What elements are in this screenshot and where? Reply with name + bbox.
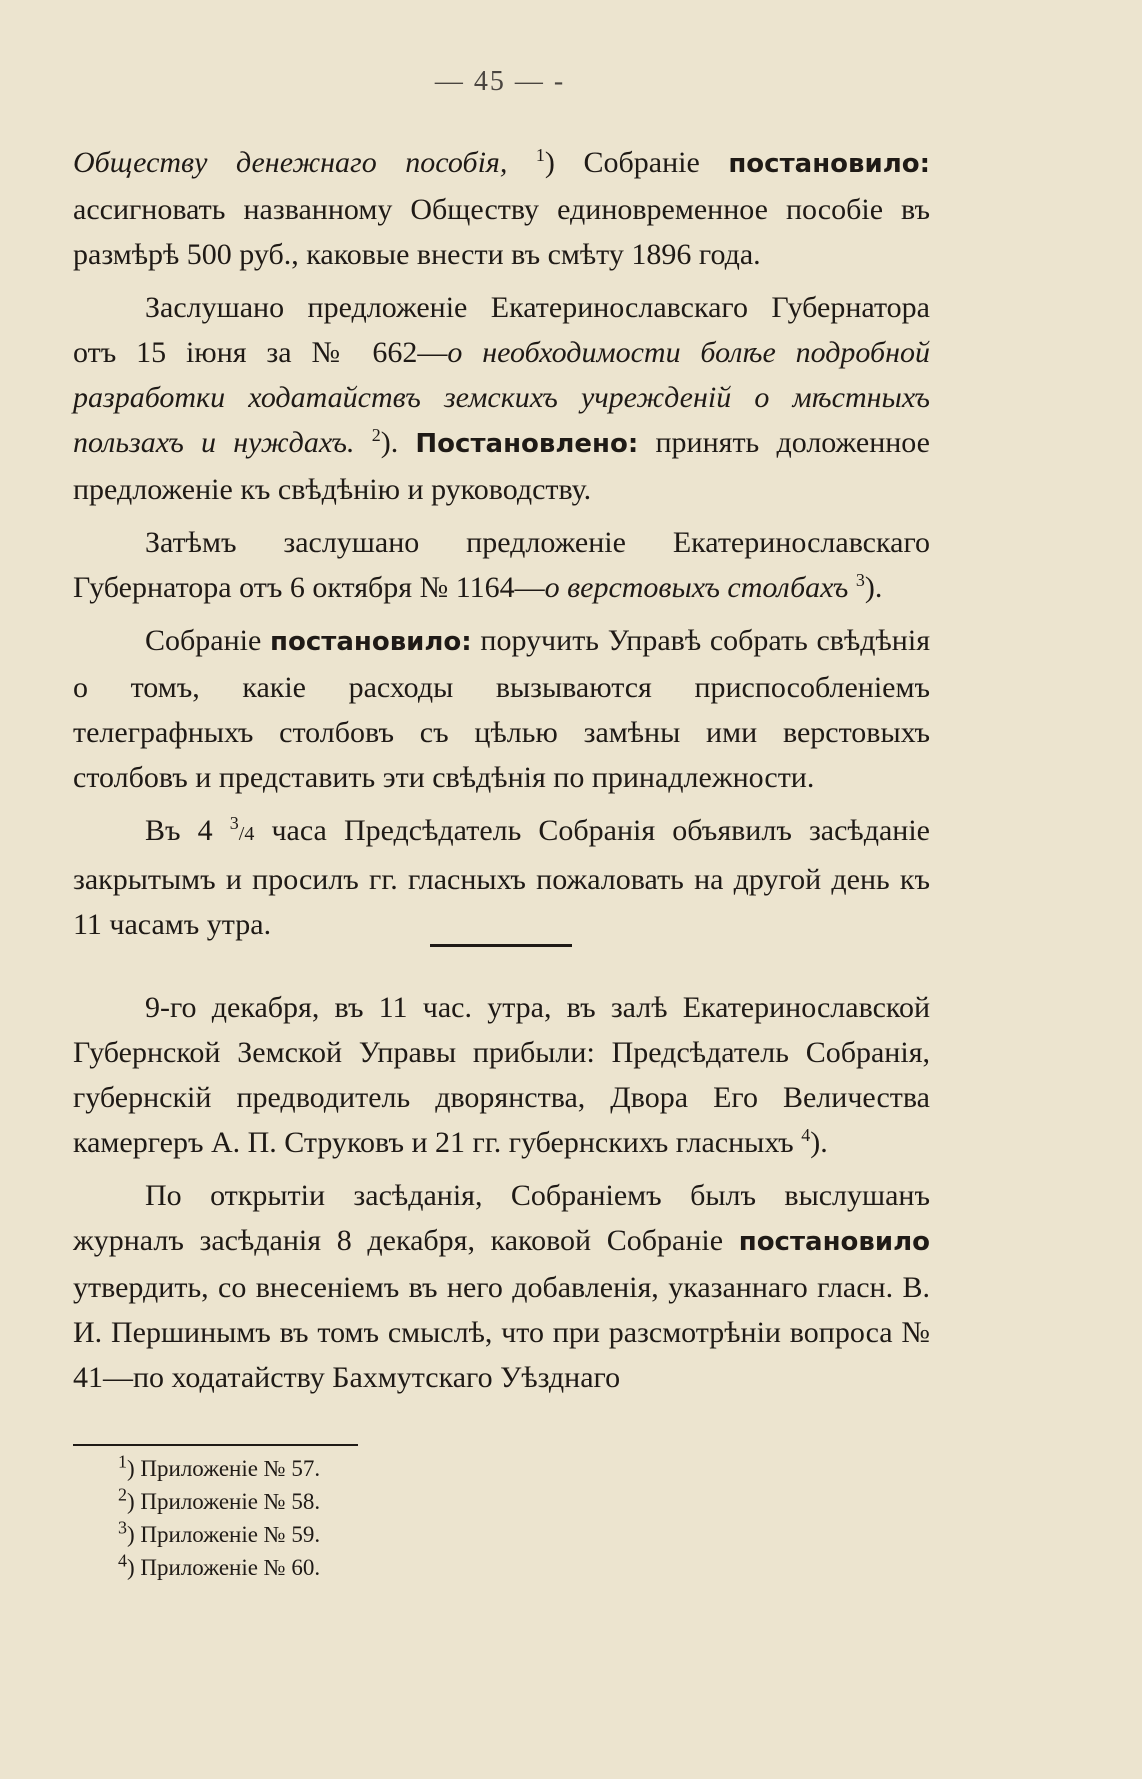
text-run: ). bbox=[864, 571, 883, 604]
bold-resolution: постановило bbox=[738, 1227, 930, 1257]
fraction-denominator: /4 bbox=[238, 823, 255, 845]
text-run: Затѣмъ заслушано предложеніе Екатеринославскаго Губернатора отъ 6 октября № 1164— bbox=[73, 526, 930, 604]
text-run: ). bbox=[380, 426, 416, 459]
footnote-ref: 4 bbox=[801, 1125, 811, 1145]
text-run: ). bbox=[810, 1126, 828, 1159]
text-run: 9-го декабря, въ 11 час. утра, въ залѣ Екатеринославской Губернской Земской Управы прибыли: Предсѣдатель Собранія, губернскій предводитель дворянства, Двора Его Величества камергеръ А. П. Струковъ и 21 гг. губернскихъ гласныхъ bbox=[73, 991, 930, 1159]
paragraph-attendance bbox=[73, 985, 930, 1165]
paragraph-subsidy bbox=[73, 140, 930, 277]
text-run: ) Собраніе bbox=[544, 146, 729, 179]
footnote-text: ) Приложеніе № 59. bbox=[127, 1522, 321, 1547]
text-run: По открытіи засѣданія, Собраніемъ былъ выслушанъ журналъ засѣданія 8 декабря, каковой Собраніе bbox=[73, 1179, 930, 1257]
footnote-mark: 1 bbox=[118, 1451, 127, 1472]
paragraph-resolution bbox=[73, 618, 930, 800]
text-run: часа Предсѣдатель Собранія объявилъ засѣданіе закрытымъ и просилъ гг. гласныхъ пожаловать на другой день къ 11 часамъ утра. bbox=[73, 814, 930, 941]
footnote-rule bbox=[73, 1444, 358, 1446]
footnote-item bbox=[118, 1551, 320, 1584]
text-run: Въ 4 bbox=[145, 814, 230, 847]
footnote-text: ) Приложеніе № 57. bbox=[127, 1456, 321, 1481]
page-number: — 45 — - bbox=[434, 66, 566, 97]
italic-phrase: Обществу денежнаго пособія, bbox=[73, 146, 508, 179]
text-run: ассигновать названному Обществу единовременное пособіе въ размѣрѣ 500 руб., каковые внести въ смѣту 1896 года. bbox=[73, 193, 930, 271]
footnote-mark: 3 bbox=[118, 1517, 127, 1538]
footnote-ref: 2 bbox=[371, 425, 381, 445]
main-text-block bbox=[73, 140, 930, 947]
paragraph-governor-proposal bbox=[73, 285, 930, 512]
text-run: Собраніе bbox=[145, 624, 271, 657]
footnote-mark: 2 bbox=[118, 1484, 127, 1505]
section-divider bbox=[430, 944, 572, 947]
bold-resolution: постановило: bbox=[270, 627, 472, 657]
fraction-numerator: 3 bbox=[229, 813, 239, 833]
paragraph-milestones bbox=[73, 520, 930, 610]
italic-phrase: о верстовыхъ столбахъ bbox=[544, 571, 849, 604]
footnote-ref: 3 bbox=[855, 570, 865, 590]
footnote-mark: 4 bbox=[118, 1550, 127, 1571]
footnote-ref: 1 bbox=[535, 145, 545, 165]
bold-resolution: Постановлено: bbox=[415, 429, 639, 459]
bold-resolution: постановило: bbox=[728, 149, 930, 179]
second-text-block bbox=[73, 985, 930, 1400]
footnote-item bbox=[118, 1452, 320, 1485]
footnotes bbox=[118, 1452, 320, 1584]
text-run: Заслушано предложеніе Екатеринославскаго Губернатора отъ 15 іюня за № 662— bbox=[73, 291, 930, 369]
paragraph-journal bbox=[73, 1173, 930, 1400]
text-run: принять доложенное предложеніе къ свѣдѣнію и руководству. bbox=[73, 426, 930, 506]
paragraph-closing bbox=[73, 808, 930, 947]
text-run: поручить Управѣ собрать свѣдѣнія о томъ, какіе расходы вызываются приспособленіемъ телеграфныхъ столбовъ съ цѣлью замѣны ими верстовыхъ столбовъ и представить эти свѣдѣнія по принадлежности. bbox=[73, 624, 930, 794]
footnote-item bbox=[118, 1518, 320, 1551]
footnote-text: ) Приложеніе № 60. bbox=[127, 1555, 321, 1580]
italic-phrase: о необходимости болѣе подробной разработки ходатайствъ земскихъ учрежденій о мѣстныхъ пользахъ и нуждахъ. bbox=[73, 336, 931, 459]
text-run: утвердить, со внесеніемъ въ него добавленія, указаннаго гласн. В. И. Першинымъ въ томъ смыслѣ, что при разсмотрѣніи вопроса № 41—по ходатайству Бахмутскаго Уѣзднаго bbox=[73, 1271, 930, 1394]
footnote-item bbox=[118, 1485, 320, 1518]
footnote-text: ) Приложеніе № 58. bbox=[127, 1489, 321, 1514]
